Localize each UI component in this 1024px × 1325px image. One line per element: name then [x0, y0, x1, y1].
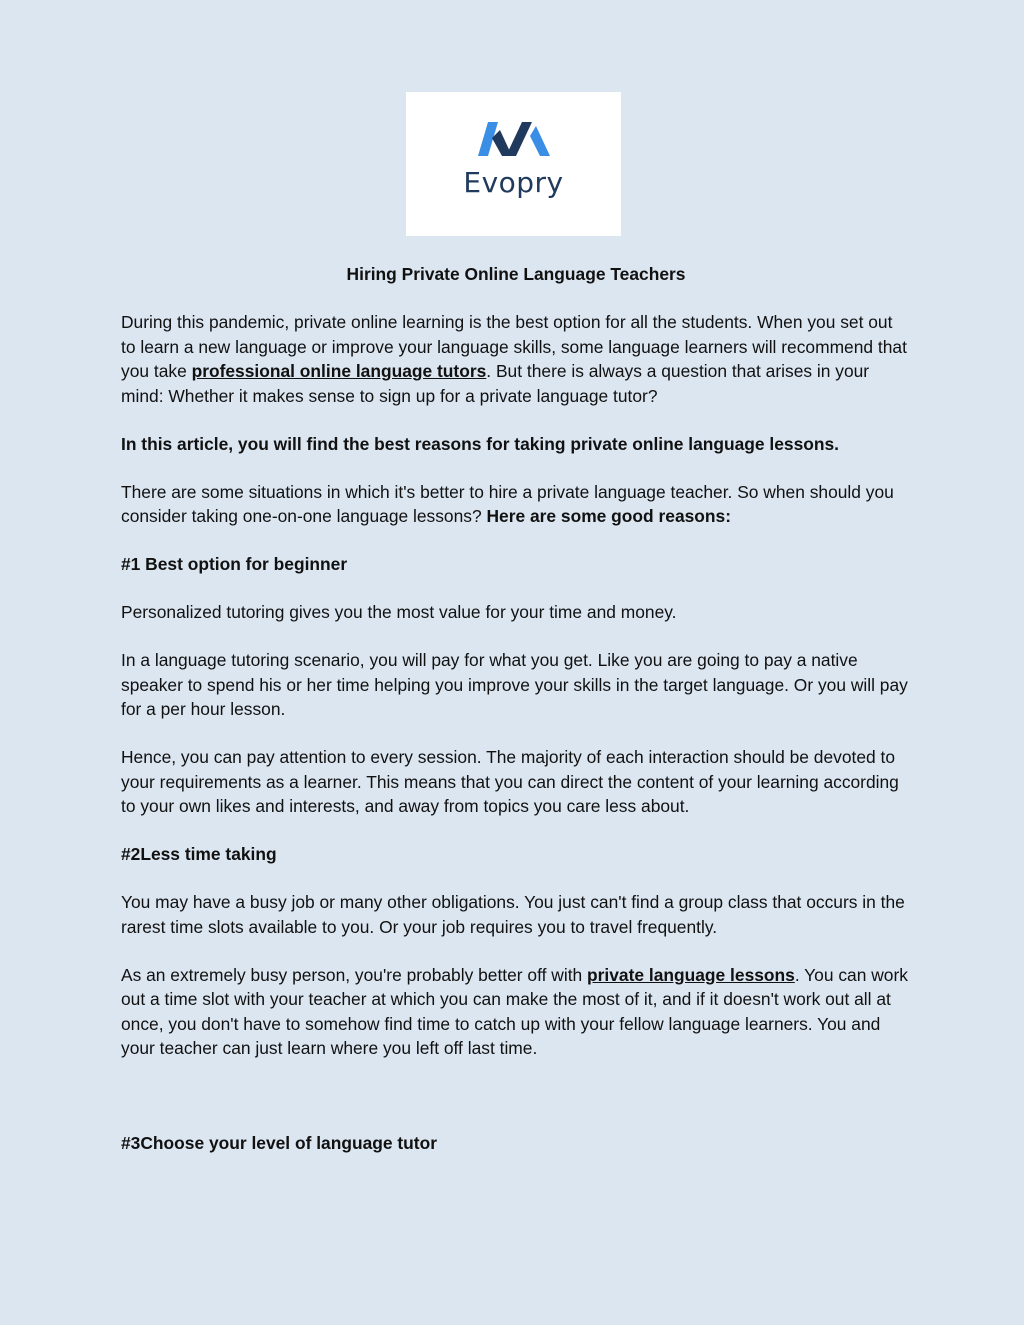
spacer	[121, 1084, 911, 1131]
paragraph-text: . But there is always a question that arises in your mind: Whether it makes sense to sign up for a private language tutor?	[121, 361, 870, 406]
paragraph-busy-person	[121, 963, 911, 1061]
article-lead: In this article, you will find the best reasons for taking private online language lessons.	[121, 433, 840, 454]
section-heading-3: #3Choose your level of language tutor	[121, 1133, 437, 1153]
logo-text: Evopry	[463, 166, 564, 199]
paragraph-text: . You can work out a time slot with your teacher at which you can make the most of it, and if it doesn't work out all at once, you don't have to somehow find time to catch up with your fellow language learners. You and your teacher can just learn where you left off last time.	[121, 964, 908, 1058]
paragraph-text: As an extremely busy person, you're probably better off with	[121, 964, 588, 985]
paragraph-busy-job: You may have a busy job or many other obligations. You just can't find a group class that occurs in the rarest time slots available to you. Or your job requires you to travel frequently.	[121, 892, 905, 937]
paragraph-text: During this pandemic, private online learning is the best option for all the students. When you set out to learn a new language or improve your language skills, some language learners will recommend that you take	[121, 312, 907, 381]
logo-mark-stroke-3	[506, 122, 532, 156]
paragraph-text: There are some situations in which it's better to hire a private language teacher. So when should you consider taking one-on-one language lessons?	[121, 481, 894, 526]
paragraph-intro	[121, 310, 911, 408]
logo-mark-stroke-4	[530, 126, 550, 156]
paragraph-situations	[121, 480, 911, 529]
private-lessons-link[interactable]: private language lessons	[587, 964, 795, 985]
evopry-logo-icon	[478, 122, 550, 162]
section-heading-2: #2Less time taking	[121, 844, 277, 864]
paragraph-personalized: Personalized tutoring gives you the most value for your time and money.	[121, 602, 677, 622]
article-title: Hiring Private Online Language Teachers	[346, 264, 686, 284]
article	[121, 262, 911, 1179]
section-heading-1: #1 Best option for beginner	[121, 554, 348, 574]
logo	[406, 92, 621, 236]
paragraph-scenario: In a language tutoring scenario, you will pay for what you get. Like you are going to pay a native speaker to spend his or her time helping you improve your skills in the target language. Or you will pay for a per hour lesson.	[121, 650, 908, 719]
reasons-lead: Here are some good reasons:	[486, 506, 731, 526]
professional-tutors-link[interactable]: professional online language tutors	[191, 361, 487, 381]
paragraph-attention: Hence, you can pay attention to every session. The majority of each interaction should be devoted to your requirements as a learner. This means that you can direct the content of your learning according to your own likes and interests, and away from topics you care less about.	[121, 747, 899, 816]
